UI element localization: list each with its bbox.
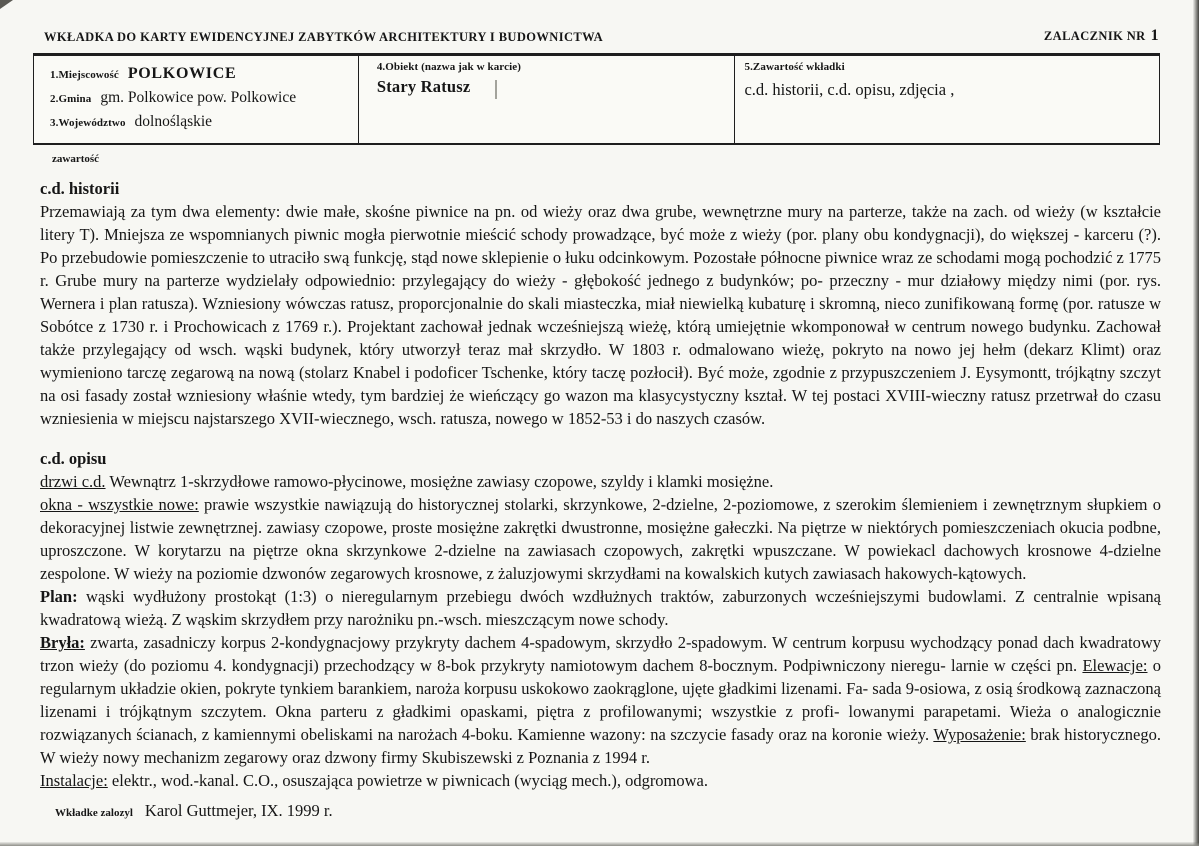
section-heading-historia: c.d. historii: [40, 179, 120, 198]
location-cell: [34, 55, 359, 145]
drzwi-paragraph: [40, 470, 1161, 493]
bryla-text: zwarta, zasadniczy korpus 2-kondygnacjowy przykryty dachem 4-spadowym, skrzydło 2-spadowym. W centrum korpusu wychodzący ponad dach kwadratowy trzon wieży (do poziomu 4. kondygnacji) przechodzący w 8-bok przykryty namiotowym dachem 8-bocznym. Podpiwniczony nieregu- larnie w części pn.: [40, 633, 1161, 675]
record-form-table: [33, 53, 1160, 145]
field-wojewodztwo-label: 3.Województwo: [50, 117, 126, 129]
footer-author: Karol Guttmejer, IX. 1999 r.: [144, 801, 333, 820]
field-gmina-value: gm. Polkowice pow. Polkowice: [100, 89, 297, 106]
attachment-number: [1044, 27, 1159, 45]
document-footer: [0, 792, 1199, 821]
okna-text: prawie wszystkie nawiązują do historycznej stolarki, skrzynkowe, 2-dzielne, 2-poziomowe, z szerokim ślemieniem i zewnętrznym słupkiem o dekoracyjnej listwie zewnętrznej. zawiasy czopowe, proste mosiężne zakrętki dwustronne, mosiężne gałeczki. Na piętrze w niektórych pomieszczeniach okucia podbne, uproszczone. W korytarzu na piętrze okna skrzynkowe 2-dzielne na zawiasach czopowych, zakrętki wpuszczane. W powiekacl dachowych krosnowe 4-dzielne zespolone. W wieży na poziomie dzwonów zegarowych krosnowe, z żaluzjowymi skrzydłami na kowalskich kutych zawiasach hakowych-kątowych.: [40, 495, 1161, 583]
field-zawartosc-value: c.d. historii, c.d. opisu, zdjęcia ,: [744, 80, 955, 99]
object-cell: [358, 55, 735, 145]
instalacje-label: Instalacje:: [40, 771, 108, 790]
plan-paragraph: [40, 585, 1161, 631]
scan-line-artifact: [495, 80, 497, 99]
paragraph-gap: [40, 430, 1161, 447]
attachment-label: ZALACZNIK NR: [1043, 29, 1146, 43]
field-miejscowosc-label: 1.Miejscowość: [50, 69, 119, 81]
field-wojewodztwo: [50, 113, 352, 131]
scan-edge-right: [1193, 0, 1199, 846]
field-wojewodztwo-value: dolnośląskie: [134, 113, 213, 130]
form-row: [34, 55, 1160, 145]
wyposazenie-label: Wyposażenie:: [933, 725, 1026, 744]
drzwi-label: drzwi c.d.: [40, 472, 106, 491]
instalacje-text: elektr., wod.-kanal. C.O., osuszająca powietrze w piwnicach (wyciąg mech.), odgromowa.: [107, 771, 709, 790]
field-obiekt-label: 4.Obiekt (nazwa jak w karcie): [376, 61, 521, 73]
scan-edge-bottom: [0, 842, 1199, 846]
okna-paragraph: [40, 493, 1161, 585]
elewacje-label: Elewacje:: [1082, 656, 1148, 675]
bryla-paragraph: [40, 631, 1161, 769]
field-zawartosc-label: 5.Zawartość wkładki: [744, 61, 845, 73]
field-gmina-label: 2.Gmina: [50, 93, 92, 105]
okna-label: okna - wszystkie nowe:: [40, 495, 199, 514]
wyposazenie-text: brak historycznego. W wieży nowy mechanizm zegarowy oraz dzwony firmy Skubiszewski z Poznania z 1994 r.: [40, 725, 1161, 767]
field-miejscowosc: [50, 65, 352, 83]
document-title: WKŁADKA DO KARTY EWIDENCYJNEJ ZABYTKÓW ARCHITEKTURY I BUDOWNICTWA: [44, 30, 604, 44]
field-obiekt-value: Stary Ratusz: [376, 77, 471, 96]
attachment-number-value: 1: [1150, 27, 1159, 44]
section-heading-opis: c.d. opisu: [40, 449, 107, 468]
drzwi-text: Wewnątrz 1-skrzydłowe ramowo-płycinowe, mosiężne zawiasy czopowe, szyldy i klamki mosiężne.: [105, 472, 774, 491]
plan-text: wąski wydłużony prostokąt (1:3) o nieregularnym przebiegu dwóch wzdłużnych traktów, zaburzonych wcześniejszymi budowlami. Z centralnie wpisaną kwadratową wieżą. Z wąskim skrzydłem przy narożniku pn.-wsch. mieszczącym nowe schody.: [40, 587, 1161, 629]
contents-cell: [735, 55, 1160, 145]
elewacje-text: o regularnym układzie okien, pokryte tynkiem barankiem, naroża korpusu uskokowo zaokrąglone, ujęte gładkimi lizenami. Fa- sada 9-osiowa, z osią środkową zaznaczoną lizenami i trójkątnym szczytem. Okna parteru z gładkimi opaskami, piętra z profilowanymi; wszystkie z profi- lowanymi parapetami. Wieża o analogicznie rozwiązanych ścianach, z kamiennymi obeliskami na narożach 4-boku. Kamienne wazony: na szczycie fasady oraz na koronie wieży.: [40, 656, 1161, 744]
footer-label: Wkładke zalozyl: [55, 807, 133, 819]
field-gmina: [50, 89, 352, 107]
instalacje-paragraph: [40, 769, 1161, 792]
document-body: [0, 165, 1199, 792]
zawartosc-caption: zawartość: [52, 153, 100, 165]
historia-paragraph: Przemawiają za tym dwa elementy: dwie małe, skośne piwnice na pn. od wieży oraz dwa grube, wewnętrzne mury na parterze, także na zach. od wieży (w kształcie litery T). Mniejsza ze wspomnianych piwnic mogła pierwotnie mieścić schody prowadzące, być może z wieży (por. plany obu kondygnacji), do większej - karceru (?). Po przebudowie pomieszczenie to utraciło swą funkcję, stąd nowe sklepienie o łuku odcinkowym. Pozostałe północne piwnice wraz ze schodami mogą pochodzić z 1775 r. Grube mury na parterze wydzielały odpowiednio: przylegający do wieży - głębokość jednego z budynków; po- przeczny - mur działowy między nimi (por. rys. Wernera i plan ratusza). Wzniesiony wówczas ratusz, proporcjonalnie do skali miasteczka, miał niewielką kubaturę i skromną, nieco zunifikowaną formę (por. ratusze w Sobótce z 1730 r. i Prochowicach z 1769 r.). Projektant zachował jednak wcześniejszą wieżę, którą umiejętnie wkomponował w centrum nowego budynku. Zachował także przylegający od wsch. wąski budynek, który utworzył teraz mał skrzydło. W 1803 r. odmalowano wieżę, pokryto na nowo jej hełm (dekarz Klimt) oraz wymieniono tarczę zegarową na nową (stolarz Knabel i podoficer Tschenke, który taczę pozłocił). Być może, zgodnie z przypuszczeniem J. Eysymontt, trójkątny szczyt na osi fasady został wzniesiony właśnie wtedy, tym bardziej że wieńczący go wazon ma klasycystyczny kształ. W tej postaci XVIII-wieczny ratusz przetrwał do czasu wzniesienia w miejscu najstarszego XVII-wiecznego, wsch. ratusza, nowego w 1852-53 i do naszych czasów.: [40, 202, 1161, 428]
document-header: [0, 0, 1199, 53]
field-miejscowosc-value: POLKOWICE: [127, 65, 237, 82]
plan-label: Plan:: [40, 587, 78, 606]
bryla-label: Bryła:: [40, 633, 85, 652]
